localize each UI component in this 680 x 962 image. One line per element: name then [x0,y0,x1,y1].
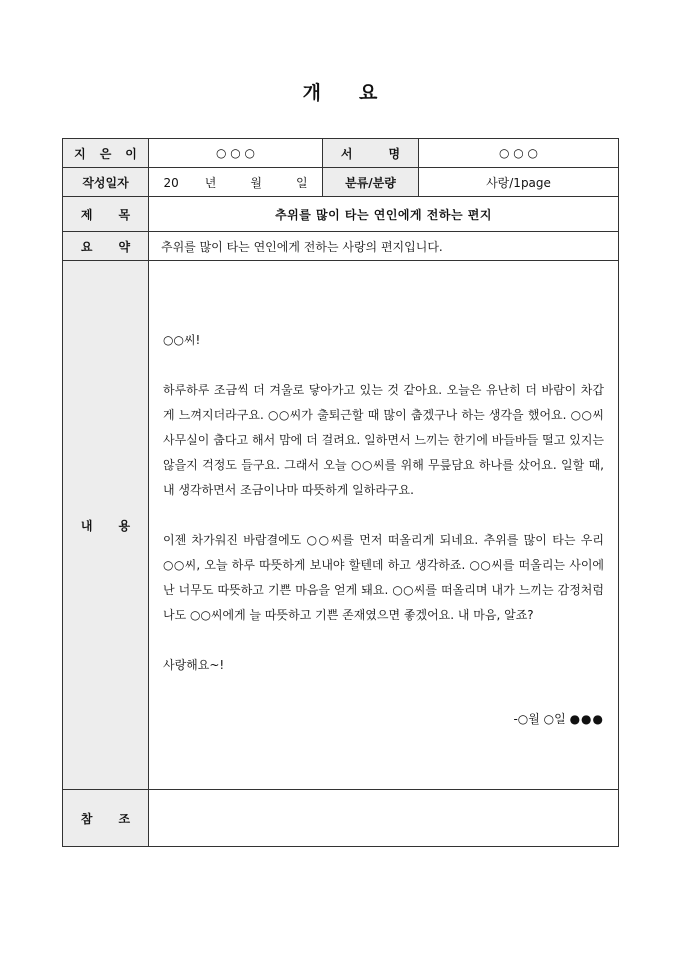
summary-value[interactable]: 추위를 많이 타는 연인에게 전하는 사랑의 편지입니다. [149,232,619,261]
category-value[interactable]: 사랑/1page [419,168,619,197]
signature-label: 서 명 [323,139,419,168]
subject-row [63,197,619,232]
page-title [0,78,680,105]
subject-label: 제 목 [63,197,149,232]
summary-row [63,232,619,261]
letter-closing: 사랑해요~! [163,658,225,672]
title-char-2: 요 [359,82,378,104]
subject-value[interactable]: 추위를 많이 타는 연인에게 전하는 편지 [149,197,619,232]
date-row [63,168,619,197]
date-label: 작성일자 [63,168,149,197]
author-value[interactable]: ○ ○ ○ [149,139,323,168]
letter-signature [163,707,604,732]
letter-greeting: ○○씨! [163,333,201,347]
signature-date: -○월 ○일 [513,712,566,726]
letter-paragraph-2: 이젠 차가워진 바람결에도 ○○씨를 먼저 떠올리게 되네요. 추위를 많이 타는 우리 ○○씨, 오늘 하루 따뜻하게 보내야 할텐데 하고 생각하죠. ○○씨를 떠올리는 사이에 난 너무도 따뜻하고 기쁜 마음을 얻게 돼요. ○○씨를 떠올리며 내가 느끼는 감정처럼 나도 ○○씨에게 늘 따뜻하고 기쁜 존재였으면 좋겠어요. 내 마음, 알죠? [163,533,604,622]
reference-value[interactable] [149,790,619,847]
reference-label: 참 조 [63,790,149,847]
summary-label: 요 약 [63,232,149,261]
content-row [63,261,619,790]
signature-value[interactable]: ○ ○ ○ [419,139,619,168]
title-char-1: 개 [302,82,321,104]
author-label: 지 은 이 [63,139,149,168]
letter-body[interactable] [149,261,619,790]
letter-paragraph-1: 하루하루 조금씩 더 겨울로 닿아가고 있는 것 같아요. 오늘은 유난히 더 바람이 차갑게 느껴지더라구요. ○○씨가 출퇴근할 때 많이 춥겠구나 하는 생각을 했어요. ○○씨 사무실이 춥다고 해서 맘에 더 걸려요. 일하면서 느끼는 한기에 바들바들 떨고 있지는 않을지 걱정도 들구요. 그래서 오늘 ○○씨를 위해 무릎담요 하나를 샀어요. 일할 때, 내 생각하면서 조금이나마 따뜻하게 일하라구요. [163,383,604,497]
signature-name: ●●● [569,712,604,726]
outline-form-table [62,138,619,847]
category-label: 분류/분량 [323,168,419,197]
date-value[interactable]: 20 년 월 일 [149,168,323,197]
author-row [63,139,619,168]
reference-row [63,790,619,847]
content-label: 내 용 [63,261,149,790]
